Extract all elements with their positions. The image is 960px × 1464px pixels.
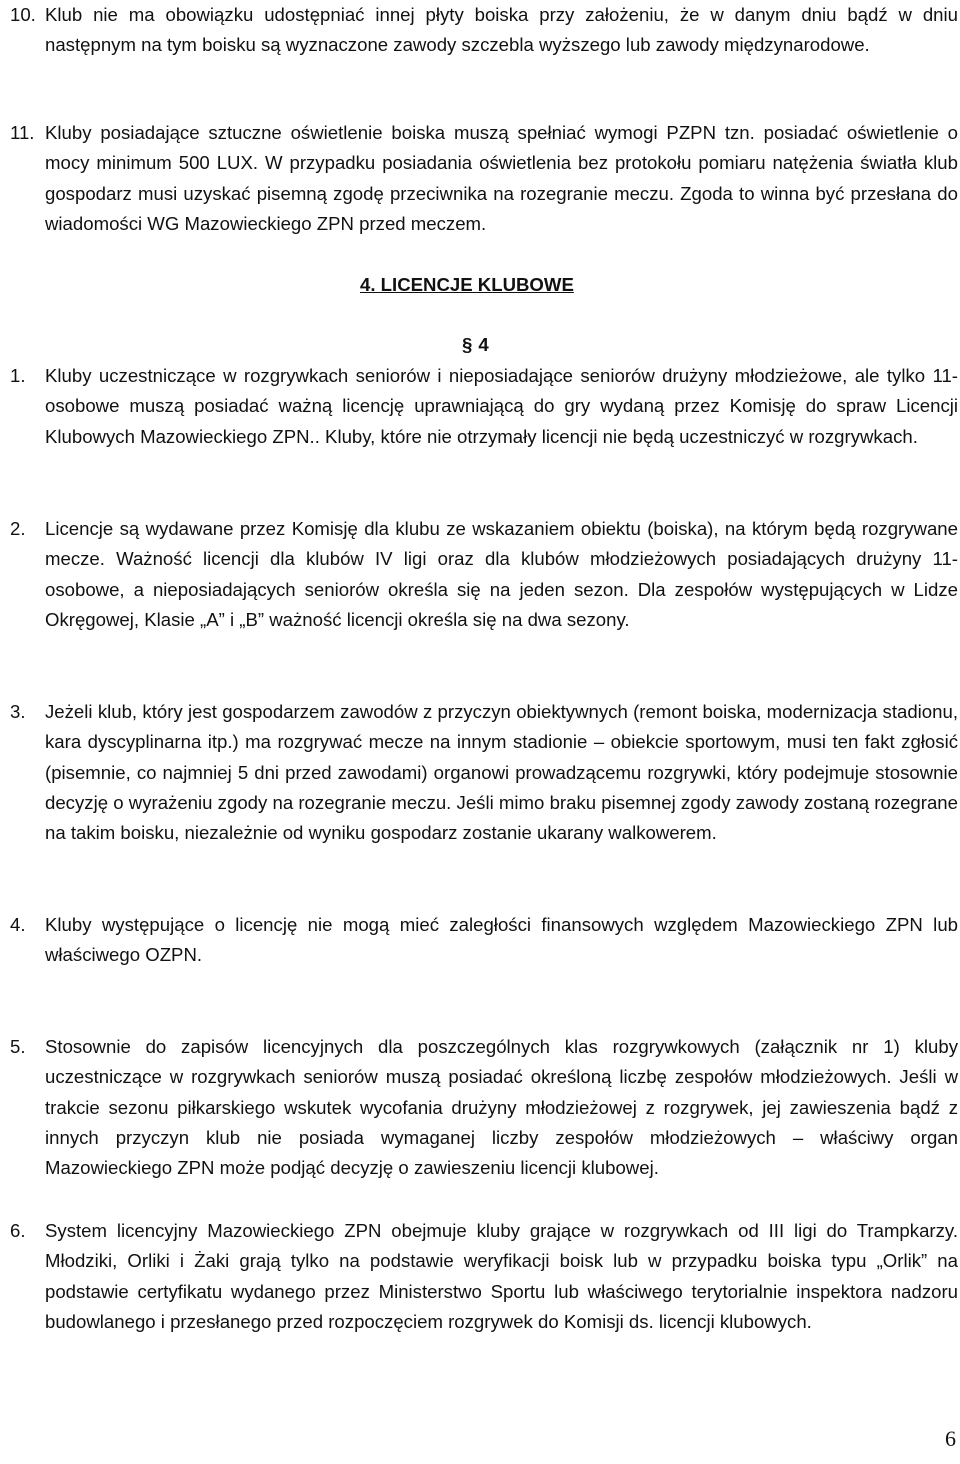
paragraph-text: Kluby uczestniczące w rozgrywkach seniorów i nieposiadające seniorów drużyny młodzieżowe, ale tylko 11-osobowe muszą posiadać ważną licencję uprawniającą do gry wydaną przez Komisję do spraw Licencji Klubowych Mazowieckiego ZPN.. Kluby, które nie otrzymały licencji nie będą uczestniczyć w rozgrywkach. xyxy=(45,365,958,447)
paragraph-number: 10. xyxy=(10,4,36,25)
paragraph-number: 3. xyxy=(10,701,26,722)
section-symbol: § xyxy=(462,334,473,355)
paragraph-number: 2. xyxy=(10,518,26,539)
licence-point-4 xyxy=(10,910,958,971)
paragraph-11 xyxy=(10,118,958,239)
paragraph-text: Stosownie do zapisów licencyjnych dla poszczególnych klas rozgrywkowych (załącznik nr 1) kluby uczestniczące w rozgrywkach seniorów muszą posiadać określoną liczbę zespołów młodzieżowych. Jeśli w trakcie sezonu piłkarskiego wskutek wycofania drużyny młodzieżowej z rozgrywek, jej zawieszenia bądź z innych przyczyn klub nie posiada wymaganej liczby zespołów młodzieżowych – właściwy organ Mazowieckiego ZPN może podjąć decyzję o zawieszeniu licencji klubowej. xyxy=(45,1036,958,1179)
licence-point-2 xyxy=(10,514,958,635)
section-heading: 4. LICENCJE KLUBOWE xyxy=(360,274,574,295)
section-number: 4 xyxy=(478,334,489,355)
paragraph-number: 5. xyxy=(10,1036,26,1057)
licence-point-1 xyxy=(10,361,958,452)
section-marker xyxy=(462,330,489,360)
paragraph-text: Jeżeli klub, który jest gospodarzem zawodów z przyczyn obiektywnych (remont boiska, modernizacja stadionu, kara dyscyplinarna itp.) ma rozgrywać mecze na innym stadionie – obiekcie sportowym, musi ten fakt zgłosić (pisemnie, co najmniej 5 dni przed zawodami) organowi prowadzącemu rozgrywki, który podejmuje stosownie decyzję o wyrażeniu zgody na rozegranie meczu. Jeśli mimo braku pisemnej zgody zawody zostaną rozegrane na takim boisku, niezależnie od wyniku gospodarz zostanie ukarany walkowerem. xyxy=(45,701,958,844)
paragraph-text: Kluby występujące o licencję nie mogą mieć zaległości finansowych względem Mazowieckiego ZPN lub właściwego OZPN. xyxy=(45,914,958,966)
paragraph-text: System licencyjny Mazowieckiego ZPN obejmuje kluby grające w rozgrywkach od III ligi do Trampkarzy. Młodziki, Orliki i Żaki grają tylko na podstawie weryfikacji boisk lub w przypadku boiska typu „Orlik” na podstawie certyfikatu wydanego przez Ministerstwo Sportu lub właściwego terytorialnie inspektora nadzoru budowlanego i przesłanego przed rozpoczęciem rozgrywek do Komisji ds. licencji klubowych. xyxy=(45,1220,958,1332)
page-number: 6 xyxy=(945,1426,956,1451)
paragraph-number: 11. xyxy=(10,122,35,143)
licence-point-3 xyxy=(10,697,958,848)
paragraph-text: Kluby posiadające sztuczne oświetlenie boiska muszą spełniać wymogi PZPN tzn. posiadać oświetlenie o mocy minimum 500 LUX. W przypadku posiadania oświetlenia bez protokołu pomiaru natężenia światła klub gospodarz musi uzyskać pisemną zgodę przeciwnika na rozegranie meczu. Zgoda to winna być przesłana do wiadomości WG Mazowieckiego ZPN przed meczem. xyxy=(45,122,958,234)
licence-point-5 xyxy=(10,1032,958,1183)
paragraph-text: Klub nie ma obowiązku udostępniać innej płyty boiska przy założeniu, że w danym dniu bądź w dniu następnym na tym boisku są wyznaczone zawody szczebla wyższego lub zawody międzynarodowe. xyxy=(45,4,958,56)
paragraph-text: Licencje są wydawane przez Komisję dla klubu ze wskazaniem obiektu (boiska), na którym będą rozgrywane mecze. Ważność licencji dla klubów IV ligi oraz dla klubów młodzieżowych posiadających drużyny 11-osobowe, a nieposiadających seniorów określa się na jeden sezon. Dla zespołów występujących w Lidze Okręgowej, Klasie „A” i „B” ważność licencji określa się na dwa sezony. xyxy=(45,518,958,630)
licence-point-6 xyxy=(10,1216,958,1337)
paragraph-number: 6. xyxy=(10,1220,26,1241)
paragraph-number: 4. xyxy=(10,914,26,935)
paragraph-10 xyxy=(10,0,958,61)
paragraph-number: 1. xyxy=(10,365,26,386)
